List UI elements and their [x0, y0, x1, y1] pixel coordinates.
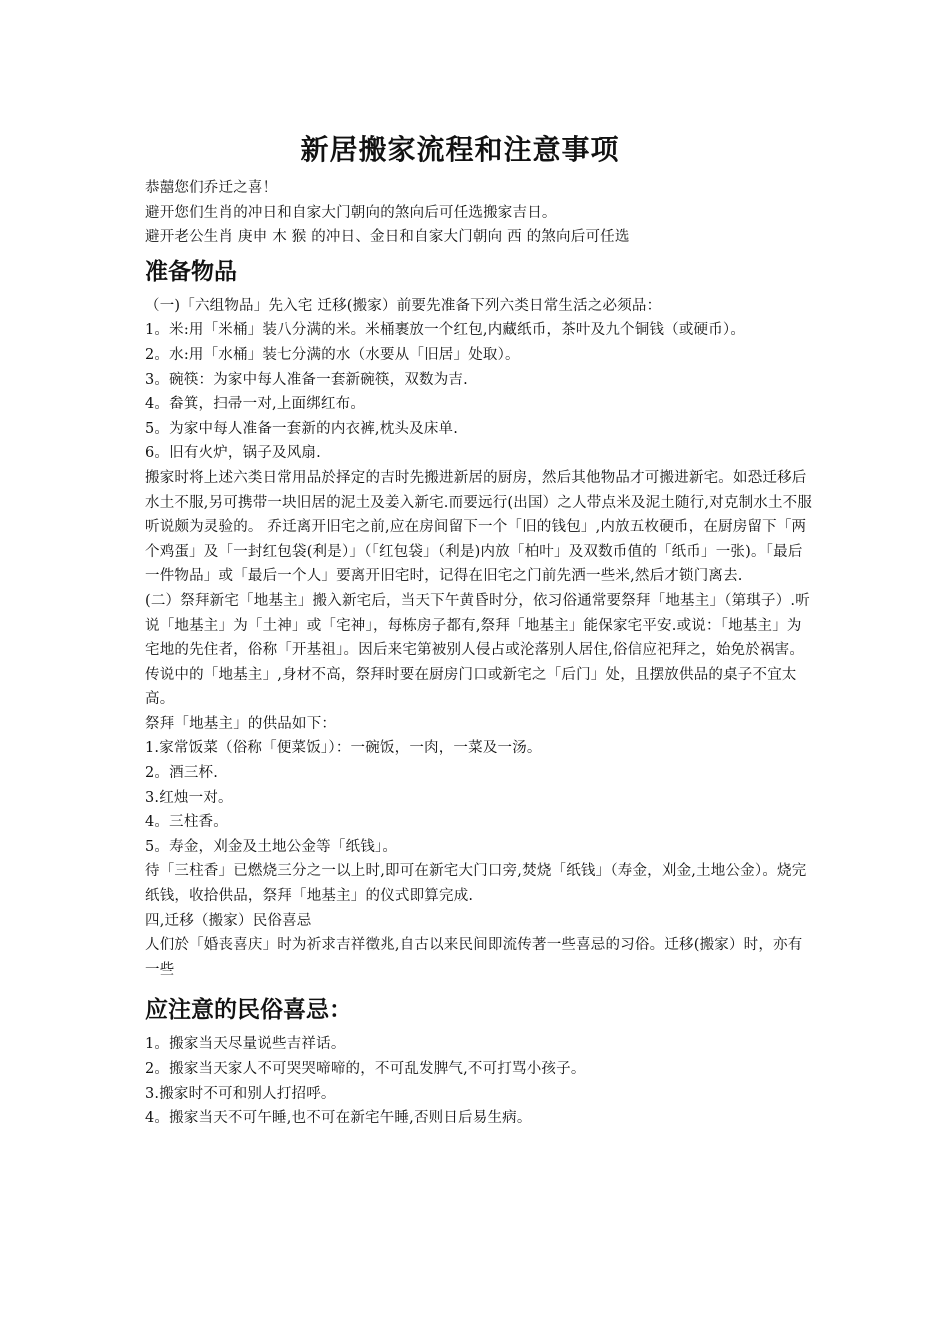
document-title: 新居搬家流程和注意事项	[300, 133, 620, 166]
paragraph: 1.家常饭菜（俗称「便菜饭」）：一碗饭，一肉，一菜及一汤。	[145, 740, 542, 757]
section-customs-body	[145, 1032, 815, 1130]
section-heading-customs: 应注意的民俗喜忌：	[145, 997, 352, 1024]
intro-block	[145, 176, 815, 250]
paragraph: 祭拜「地基主」的供品如下：	[145, 715, 337, 732]
paragraph: 待「三柱香」已燃烧三分之一以上时,即可在新宅大门口旁,焚烧「纸钱」（寿金，刈金,土地公金）。烧完纸钱，收拾供品，祭拜「地基主」的仪式即算完成.	[145, 863, 807, 905]
paragraph: 4。畚箕，扫帚一对,上面绑红布。	[145, 396, 366, 413]
paragraph: 3.红烛一对。	[145, 789, 233, 806]
paragraph: 四,迁移（搬家）民俗喜忌	[145, 912, 312, 929]
section-heading-preparation: 准备物品	[145, 258, 237, 285]
paragraph: 4。三柱香。	[145, 814, 228, 831]
list-item: 2。搬家当天家人不可哭哭啼啼的，不可乱发脾气,不可打骂小孩子。	[145, 1061, 586, 1077]
document-page	[145, 126, 815, 1131]
section-preparation-body	[145, 294, 815, 983]
paragraph: 5。寿金，刈金及土地公金等「纸钱」。	[145, 838, 398, 855]
paragraph: （一)「六组物品」先入宅 迁移(搬家）前要先准备下列六类日常生活之必须品：	[145, 297, 662, 314]
paragraph: 人们於「婚丧喜庆」时为祈求吉祥徵兆,自古以来民间即流传著一些喜忌的习俗。迁移(搬家）时，亦有一些	[145, 937, 803, 978]
list-item: 4。搬家当天不可午睡,也不可在新宅午睡,否则日后易生病。	[145, 1110, 532, 1127]
paragraph: 3。碗筷：为家中每人准备一套新碗筷，双数为吉.	[145, 371, 468, 388]
paragraph: 5。为家中每人准备一套新的内衣裤,枕头及床单.	[145, 420, 459, 437]
list-item: 1。搬家当天尽量说些吉祥话。	[145, 1036, 346, 1053]
paragraph: 2。水:用「水桶」装七分满的水（水要从「旧居」处取）。	[145, 346, 520, 363]
paragraph: 2。酒三杯.	[145, 765, 219, 782]
paragraph: 搬家时将上述六类日常用品於择定的吉时先搬进新居的厨房，然后其他物品才可搬进新宅。如恐迁移后水土不服,另可携带一块旧居的泥土及姜入新宅.而要远行(出国）之人带点米及泥土随行,对克制水土不服听说颇为灵验的。 乔迁离开旧宅之前,应在房间留下一个「旧的钱包」,内放五枚硬币，在厨房留下「两个鸡蛋」及「一封红包袋(利是）」（「红包袋」（利是)内放「柏叶」及双数币值的「纸币」一张)。「最后一件物品」或「最后一个人」要离开旧宅时，记得在旧宅之门前先洒一些米,然后才锁门离去.	[145, 469, 813, 585]
intro-line: 避开老公生肖 庚申 木 猴 的冲日、金日和自家大门朝向 西 的煞向后可任选	[145, 229, 630, 246]
list-item: 3.搬家时不可和别人打招呼。	[145, 1085, 336, 1102]
paragraph: (二）祭拜新宅「地基主」搬入新宅后，当天下午黄昏时分，依习俗通常要祭拜「地基主」（第琪子）.听说「地基主」为「土神」或「宅神」，每栋房子都有,祭拜「地基主」能保家宅平安.或说：「地基主」为宅地的先住者，俗称「开基祖」。因后来宅第被别人侵占或沦落别人居住,俗信应祀拜之，始免於祸害。传说中的「地基主」,身材不高，祭拜时要在厨房门口或新宅之「后门」处，且摆放供品的桌子不宜太高。	[145, 592, 810, 708]
paragraph: 6。旧有火炉，锅子及风扇.	[145, 445, 321, 462]
paragraph: 1。米:用「米桶」装八分满的米。米桶裹放一个红包,内藏纸币，茶叶及九个铜钱（或硬币）。	[145, 322, 746, 339]
intro-line: 避开您们生肖的冲日和自家大门朝向的煞向后可任选搬家吉日。	[145, 204, 557, 221]
intro-line: 恭囍您们乔迁之喜！	[145, 180, 278, 196]
